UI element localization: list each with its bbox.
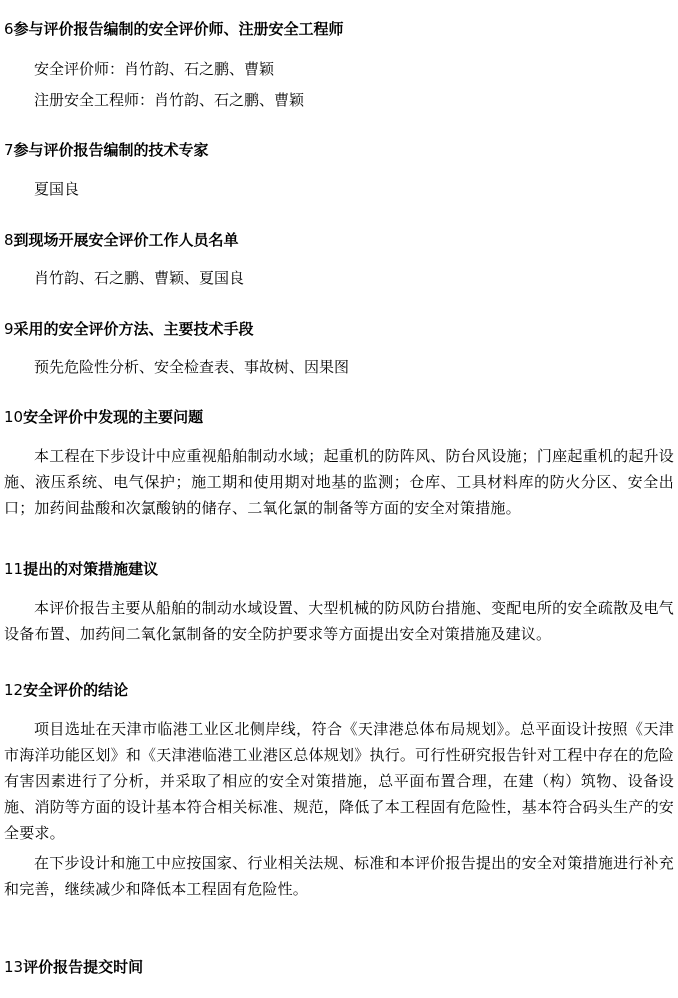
section-number: 6 <box>4 20 14 38</box>
section-heading <box>4 407 674 427</box>
section-number: 10 <box>4 408 24 426</box>
section-heading <box>4 559 674 579</box>
text-line: 安全评价师：肖竹韵、石之鹏、曹颖 <box>34 60 275 78</box>
text-line: 肖竹韵、石之鹏、曹颖、夏国良 <box>34 269 245 287</box>
section-title: 评价报告提交时间 <box>23 958 144 976</box>
section-title: 参与评价报告编制的安全评价师、注册安全工程师 <box>13 20 344 38</box>
section-number: 11 <box>4 560 24 578</box>
section-number: 7 <box>4 141 14 159</box>
paragraph: 项目选址在天津市临港工业区北侧岸线，符合《天津港总体布局规划》。总平面设计按照《天津市海洋功能区划》和《天津港临港工业港区总体规划》执行。可行性研究报告针对工程中存在的危险有害因素进行了分析，并采取了相应的安全对策措施，总平面布置合理，在建（构）筑物、设备设施、消防等方面的设计基本符合相关标准、规范，降低了本工程固有危险性，基本符合码头生产的安全要求。 <box>4 720 674 842</box>
paragraph: 在下步设计和施工中应按国家、行业相关法规、标准和本评价报告提出的安全对策措施进行补充和完善，继续减少和降低本工程固有危险性。 <box>4 854 674 898</box>
section-number: 13 <box>4 958 24 976</box>
section-11 <box>4 559 674 647</box>
section-heading <box>4 957 674 977</box>
paragraph: 本评价报告主要从船舶的制动水域设置、大型机械的防风防台措施、变配电所的安全疏散及电气设备布置、加药间二氧化氯制备的安全防护要求等方面提出安全对策措施及建议。 <box>4 599 674 643</box>
section-heading <box>4 230 674 250</box>
section-number: 8 <box>4 231 14 249</box>
section-heading <box>4 319 674 339</box>
paragraph: 本工程在下步设计中应重视船舶制动水域；起重机的防阵风、防台风设施；门座起重机的起升设施、液压系统、电气保护；施工期和使用期对地基的监测；仓库、工具材料库的防火分区、安全出口；加药间盐酸和次氯酸钠的储存、二氧化氯的制备等方面的安全对策措施。 <box>4 447 674 517</box>
text-line: 夏国良 <box>34 180 80 198</box>
section-heading <box>4 680 674 700</box>
section-12 <box>4 680 674 902</box>
section-10 <box>4 407 674 521</box>
text-line: 预先危险性分析、安全检查表、事故树、因果图 <box>34 358 350 376</box>
section-heading <box>4 140 674 160</box>
section-13 <box>4 957 674 977</box>
section-title: 采用的安全评价方法、主要技术手段 <box>13 320 254 338</box>
section-title: 参与评价报告编制的技术专家 <box>13 141 209 159</box>
text-line: 注册安全工程师：肖竹韵、石之鹏、曹颖 <box>34 91 305 109</box>
section-title: 提出的对策措施建议 <box>23 560 159 578</box>
section-number: 9 <box>4 320 14 338</box>
section-title: 安全评价中发现的主要问题 <box>23 408 204 426</box>
section-number: 12 <box>4 681 24 699</box>
section-6 <box>4 19 674 110</box>
section-9 <box>4 319 674 377</box>
section-8 <box>4 230 674 288</box>
section-7 <box>4 140 674 199</box>
section-title: 到现场开展安全评价工作人员名单 <box>13 231 239 249</box>
section-title: 安全评价的结论 <box>23 681 129 699</box>
section-heading <box>4 19 674 39</box>
